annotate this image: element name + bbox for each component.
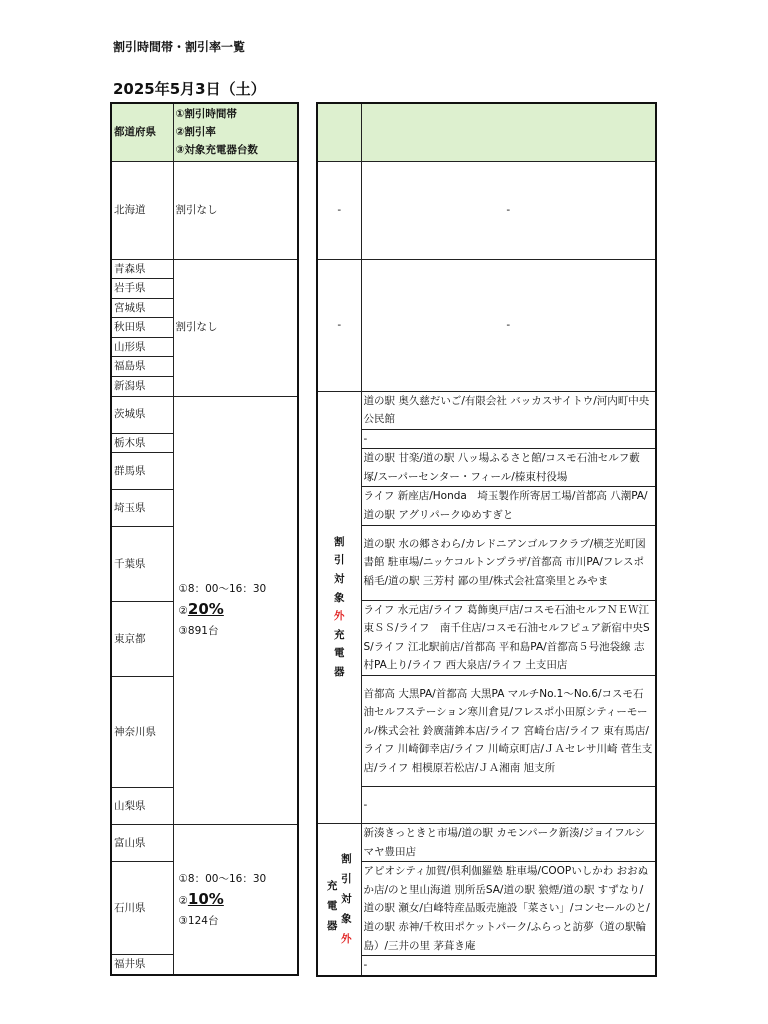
discount-rate: 10% xyxy=(187,889,224,908)
discount-schedule-table xyxy=(110,102,299,976)
prefecture-cell: 石川県 xyxy=(111,862,173,955)
discount-info-cell: 割引なし xyxy=(173,161,298,259)
header-empty-cell xyxy=(361,103,656,161)
prefecture-cell: 青森県 xyxy=(111,259,173,279)
prefecture-cell: 新潟県 xyxy=(111,377,173,397)
stores-cell: - xyxy=(361,259,656,391)
document-date: 2025年5月3日（土） xyxy=(113,80,266,98)
document-title: 割引時間帯・割引率一覧 xyxy=(113,40,246,54)
stores-cell: - xyxy=(361,787,656,824)
stores-cell: - xyxy=(361,956,656,976)
prefecture-cell: 宮城県 xyxy=(111,298,173,318)
prefecture-cell: 福井県 xyxy=(111,955,173,975)
prefecture-cell: 秋田県 xyxy=(111,318,173,338)
charger-count: ③124台 xyxy=(178,914,219,927)
discount-info-cell: ①8：00〜16：30 ②10% ③124台 xyxy=(173,825,298,975)
excluded-charger-label: 充 電 器 割 引 対 象 外 xyxy=(317,824,361,976)
header-empty-cell xyxy=(317,103,361,161)
prefecture-cell: 群馬県 xyxy=(111,453,173,490)
prefecture-cell: 埼玉県 xyxy=(111,490,173,527)
prefecture-cell: 神奈川県 xyxy=(111,677,173,788)
prefecture-cell: 千葉県 xyxy=(111,527,173,602)
stores-cell: 道の駅 水の郷さわら/カレドニアンゴルフクラブ/横芝光町図書館 駐車場/ニッケコルトンプラザ/首都高 市川PA/フレスポ稲毛/道の駅 三芳村 鄙の里/株式会社富楽里とみやま xyxy=(361,525,656,600)
header-prefecture: 都道府県 xyxy=(111,103,173,161)
prefecture-cell: 山梨県 xyxy=(111,788,173,825)
stores-cell: 新湊きっときと市場/道の駅 カモンパーク新湊/ジョイフルシマヤ豊田店 xyxy=(361,824,656,862)
stores-cell: ライフ 水元店/ライフ 葛飾奥戸店/コスモ石油セルフＮＥＷ江東ＳＳ/ライフ 南千住店/コスモ石油セルフピュア新宿中央SS/ライフ 江北駅前店/首都高 平和島PA/首都高５号池袋線 志村PA上り/ライフ 西大泉店/ライフ 土支田店 xyxy=(361,600,656,675)
discount-time: ①8：00〜16：30 xyxy=(178,872,267,885)
prefecture-cell: 福島県 xyxy=(111,357,173,377)
header-info: ①割引時間帯 ②割引率 ③対象充電器台数 xyxy=(173,103,298,161)
stores-cell: 道の駅 甘楽/道の駅 八ッ場ふるさと館/コスモ石油セルフ藪塚/スーパーセンター・フィール/榛東村役場 xyxy=(361,449,656,487)
stores-cell: 首都高 大黒PA/首都高 大黒PA マルチNo.1〜No.6/コスモ石油セルフステーション寒川倉見/フレスポ小田原シティーモール/株式会社 鈴廣蒲鉾本店/ライフ 宮崎台店/ライフ 東有馬店/ライフ 川崎御幸店/ライフ 川崎京町店/ＪＡセレサ川崎 菅生支店/ライフ 相模原若松店/ＪＡ湘南 旭支所 xyxy=(361,676,656,787)
status-cell: - xyxy=(317,259,361,391)
excluded-chargers-table xyxy=(316,102,657,977)
prefecture-cell: 山形県 xyxy=(111,337,173,357)
discount-time: ①8：00〜16：30 xyxy=(178,583,267,596)
stores-cell: - xyxy=(361,429,656,449)
discount-info-cell: 割引なし xyxy=(173,259,298,396)
prefecture-cell: 茨城県 xyxy=(111,396,173,433)
excluded-charger-label: 割 引 対 象 外 充 電 器 xyxy=(317,391,361,824)
stores-cell: ライフ 新座店/Honda 埼玉製作所寄居工場/首都高 八潮PA/道の駅 アグリパークゆめすぎと xyxy=(361,487,656,525)
charger-count: ③891台 xyxy=(178,625,219,638)
prefecture-cell: 栃木県 xyxy=(111,433,173,453)
prefecture-cell: 岩手県 xyxy=(111,279,173,299)
prefecture-cell: 東京都 xyxy=(111,602,173,677)
stores-cell: - xyxy=(361,161,656,259)
prefecture-cell: 富山県 xyxy=(111,825,173,862)
discount-info-cell: ①8：00〜16：30 ②20% ③891台 xyxy=(173,396,298,825)
discount-rate: 20% xyxy=(187,600,224,619)
stores-cell: 道の駅 奥久慈だいご/有限会社 バッカスサイトウ/河内町中央公民館 xyxy=(361,391,656,429)
stores-cell: アピオシティ加賀/倶利伽羅塾 駐車場/COOPいしかわ おおぬか店/のと里山海道 別所岳SA/道の駅 狼煙/道の駅 すずなり/道の駅 瀬女/白峰特産品販売施設「菜さい」/コンセールのと/道の駅 赤神/千枚田ポケットパーク/ふらっと訪夢（道の駅輪島）/三井の里 茅葺き庵 xyxy=(361,862,656,956)
status-cell: - xyxy=(317,161,361,259)
prefecture-cell: 北海道 xyxy=(111,161,173,259)
